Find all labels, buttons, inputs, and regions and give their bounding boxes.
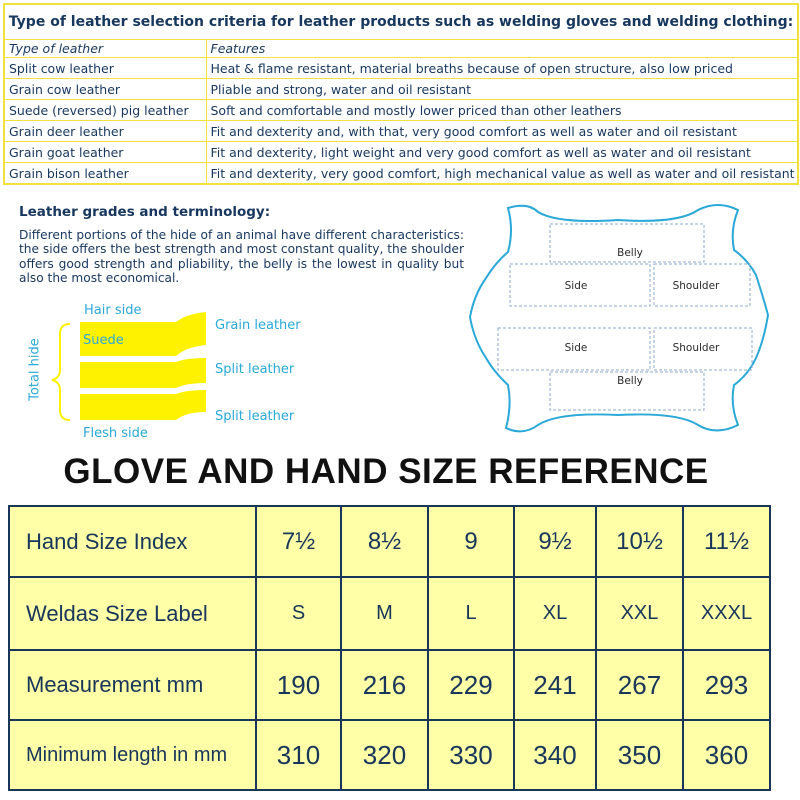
table-row [4, 58, 798, 79]
leather-table-title: Type of leather selection criteria for leather products such as welding gloves and welding clothing: [4, 4, 798, 40]
header-features: Features [206, 40, 798, 58]
table-row [4, 163, 798, 185]
table-row [9, 506, 770, 577]
table-row [4, 100, 798, 121]
grain-leather-label: Grain leather [215, 318, 301, 333]
measurement-mm-label: Measurement mm [9, 650, 256, 720]
size-cell: 9 [428, 506, 514, 577]
size-cell: S [256, 577, 341, 650]
grades-description: Different portions of the hide of an animal have different characteristics: the side offers the best strength and most constant quality, the shoulder offers good strength and pliability, the belly is the lowest in quality but also the most economical. [19, 228, 464, 285]
leather-type-cell: Grain bison leather [4, 163, 206, 185]
size-cell: 350 [596, 720, 683, 790]
hair-side-label: Hair side [84, 303, 142, 318]
size-reference-table [8, 505, 771, 791]
leather-features-cell: Fit and dexterity, very good comfort, high mechanical value as well as water and oil resistant [206, 163, 798, 185]
size-cell: 8½ [341, 506, 428, 577]
table-row [4, 121, 798, 142]
suede-label: Suede [83, 333, 124, 348]
size-cell: XXL [596, 577, 683, 650]
size-cell: L [428, 577, 514, 650]
hide-map [468, 200, 778, 440]
minimum-length-label: Minimum length in mm [9, 720, 256, 790]
leather-features-cell: Heat & flame resistant, material breaths because of open structure, also low priced [206, 58, 798, 79]
size-cell: 229 [428, 650, 514, 720]
leather-features-cell: Fit and dexterity and, with that, very good comfort as well as water and oil resistant [206, 121, 798, 142]
size-cell: 190 [256, 650, 341, 720]
flesh-side-label: Flesh side [83, 426, 148, 441]
size-cell: 11½ [683, 506, 770, 577]
hide-outline [470, 205, 768, 431]
size-cell: 10½ [596, 506, 683, 577]
size-cell: 340 [514, 720, 596, 790]
hide-layers-diagram [0, 300, 320, 450]
table-row [9, 720, 770, 790]
leather-features-cell: Soft and comfortable and mostly lower priced than other leathers [206, 100, 798, 121]
total-hide-bracket [52, 324, 70, 420]
header-type-of-leather: Type of leather [4, 40, 206, 58]
weldas-size-label-label: Weldas Size Label [9, 577, 256, 650]
belly-top-label: Belly [617, 247, 643, 259]
size-cell: 330 [428, 720, 514, 790]
size-cell: 360 [683, 720, 770, 790]
size-cell: XL [514, 577, 596, 650]
leather-type-cell: Suede (reversed) pig leather [4, 100, 206, 121]
side-bottom-label: Side [564, 342, 588, 354]
side-top-label: Side [564, 280, 588, 292]
size-cell: 9½ [514, 506, 596, 577]
leather-type-cell: Grain cow leather [4, 79, 206, 100]
leather-selection-table [3, 3, 799, 185]
leather-type-cell: Grain deer leather [4, 121, 206, 142]
split-leather-label-1: Split leather [215, 362, 295, 377]
total-hide-label: Total hide [27, 338, 43, 401]
shoulder-bottom-label: Shoulder [672, 342, 720, 354]
size-cell: 293 [683, 650, 770, 720]
table-row [4, 142, 798, 163]
size-cell: 310 [256, 720, 341, 790]
size-cell: XXXL [683, 577, 770, 650]
size-cell: 216 [341, 650, 428, 720]
leather-type-cell: Split cow leather [4, 58, 206, 79]
leather-table-header [4, 40, 798, 58]
split-leather-label-2: Split leather [215, 409, 295, 424]
size-cell: M [341, 577, 428, 650]
hand-size-index-label: Hand Size Index [9, 506, 256, 577]
grades-title: Leather grades and terminology: [19, 204, 271, 220]
size-cell: 267 [596, 650, 683, 720]
size-cell: 7½ [256, 506, 341, 577]
size-reference-title: GLOVE AND HAND SIZE REFERENCE [63, 452, 709, 491]
leather-features-cell: Fit and dexterity, light weight and very good comfort as well as water and oil resistant [206, 142, 798, 163]
size-cell: 241 [514, 650, 596, 720]
split-layer-1 [80, 358, 206, 388]
leather-type-cell: Grain goat leather [4, 142, 206, 163]
belly-bottom-label: Belly [617, 375, 643, 387]
table-row [4, 79, 798, 100]
shoulder-top-label: Shoulder [672, 280, 720, 292]
table-row [9, 650, 770, 720]
size-cell: 320 [341, 720, 428, 790]
split-layer-2 [80, 390, 206, 420]
leather-features-cell: Pliable and strong, water and oil resistant [206, 79, 798, 100]
table-row [9, 577, 770, 650]
